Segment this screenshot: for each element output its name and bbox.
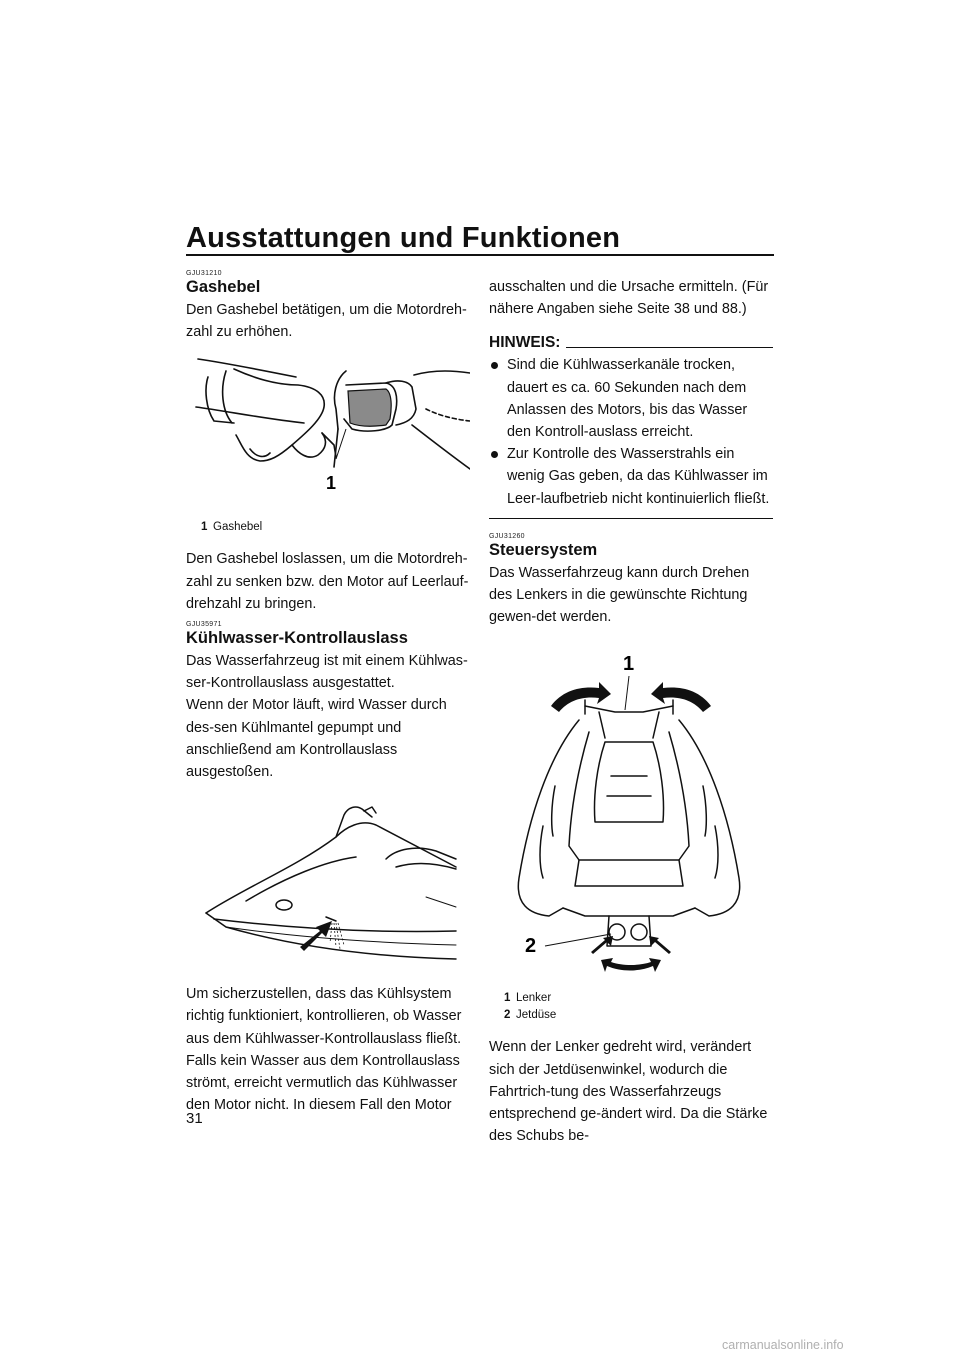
kuehlwasser-text-1: Das Wasserfahrzeug ist mit einem Kühlwas-ser-Kontrollauslass ausgestattet.: [186, 653, 468, 692]
legend-item: 2 Jetdüse: [504, 1009, 557, 1022]
kuehlwasser-text-3: Um sicherzustellen, dass das Kühlsystem richtig funktioniert, kontrollieren, ob Wasser aus dem Kühlwasser-Kontrollauslass fließt. Falls kein Wasser aus dem Kontrollauslass strömt, erreicht vermutlich das Kühlwasser den Motor nicht. In diesem Fall den Motor: [186, 986, 462, 1114]
figure-steering: [489, 646, 773, 990]
legend-item: 1 Lenker: [504, 992, 552, 1005]
list-item: Zur Kontrolle des Wasserstrahls ein wenig Gas geben, da das Kühlwasser im Leer-laufbetrieb nicht kontinuierlich fließt.: [489, 443, 773, 510]
steuersystem-text-2: Wenn der Lenker gedreht wird, verändert sich der Jetdüsenwinkel, wodurch die Fahrtrich-tung des Wasserfahrzeugs entsprechend ge-ändert wird. Da die Stärke des Schubs be-: [489, 1039, 768, 1145]
watercraft-side-illustration: [186, 797, 470, 969]
gashebel-text-1: Den Gashebel betätigen, um die Motordreh-zahl zu erhöhen.: [186, 302, 467, 341]
watermark: carmanualsonline.info: [722, 1338, 844, 1352]
heading-gashebel: Gashebel: [186, 278, 261, 296]
steuersystem-text-1: Das Wasserfahrzeug kann durch Drehen des Lenkers in die gewünschte Richtung gewen-det werden.: [489, 564, 750, 626]
heading-kuehlwasser: Kühlwasser-Kontrollauslass: [186, 629, 408, 648]
heading-steuersystem: Steuersystem: [489, 540, 598, 559]
watercraft-top-illustration: [489, 646, 773, 990]
kuehlwasser-text-2: Wenn der Motor läuft, wird Wasser durch des-sen Kühlmantel gepumpt und anschließend am Kontrollauslass ausgestoßen.: [186, 697, 447, 781]
hinweis-end-rule: [489, 518, 773, 519]
callout-1-throttle: 1: [326, 473, 337, 494]
hinweis-rule: [566, 347, 773, 348]
list-item: Sind die Kühlwasserkanäle trocken, dauert es ca. 60 Sekunden nach dem Anlassen des Motors, bis das Wasser den Kontroll-auslass erreicht.: [489, 354, 773, 443]
bullet-icon: [491, 362, 498, 369]
callout-2-jet-nozzle: 2: [525, 935, 537, 958]
hinweis-label: HINWEIS:: [489, 334, 561, 352]
figure-cooling-outlet: [186, 797, 470, 969]
title-rule: [186, 254, 774, 256]
left-column: [186, 270, 470, 1116]
continued-text: ausschalten und die Ursache ermitteln. (Für nähere Angaben siehe Seite 38 und 88.): [489, 279, 769, 318]
figure-throttle-hand: [186, 349, 470, 519]
bullet-icon: [491, 451, 498, 458]
figure-legend-throttle: [186, 519, 470, 536]
section-code-gashebel: GJU31210: [186, 270, 222, 277]
callout-1-handlebar: 1: [623, 653, 635, 676]
legend-item: 1 Gashebel: [201, 521, 263, 534]
throttle-hand-illustration: [186, 349, 470, 519]
hinweis-list: [489, 354, 773, 509]
page-title: Ausstattungen und Funktionen: [186, 222, 621, 254]
section-code-kuehlwasser: GJU35971: [186, 621, 222, 629]
right-column: [489, 276, 773, 1147]
page-number: 31: [186, 1110, 203, 1127]
figure-legend-steering: [489, 990, 773, 1024]
gashebel-text-2: Den Gashebel loslassen, um die Motordreh-zahl zu senken bzw. den Motor auf Leerlauf-drehzahl zu bringen.: [186, 551, 469, 612]
section-code-steuersystem: GJU31260: [489, 532, 525, 540]
hinweis-header: [489, 334, 773, 352]
